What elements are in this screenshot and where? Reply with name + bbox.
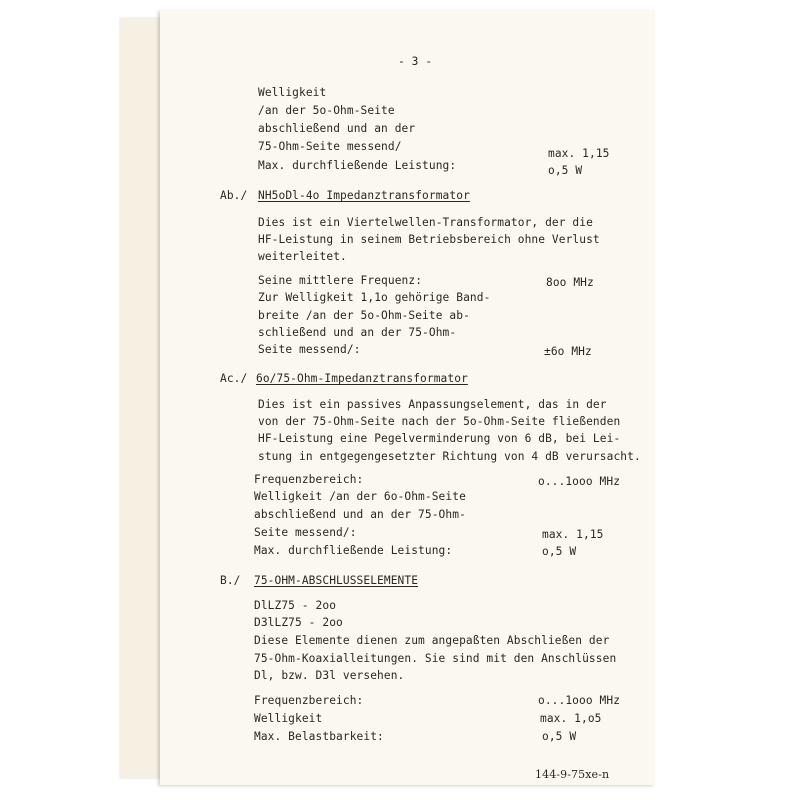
section-title: 6o/75-Ohm-Impedanztransformator (256, 372, 468, 385)
spec-line: Seite messend/: (254, 526, 357, 539)
spec-value: max. 1,15 (542, 528, 604, 541)
footer-code: 144-9-75xe-n (535, 768, 610, 781)
spec-value: o,5 W (542, 730, 577, 743)
spec-value: o...1ooo MHz (538, 475, 621, 488)
spec-line: Max. durchfließende Leistung: (254, 544, 453, 557)
intro-line: Welligkeit (258, 86, 327, 99)
section-label: Ac./ (220, 372, 248, 385)
description-line: Diese Elemente dienen zum angepaßten Abschließen der (254, 634, 610, 647)
spec-value: ±6o MHz (544, 345, 592, 358)
spec-line: Welligkeit (254, 712, 323, 725)
intro-value: o,5 W (548, 164, 583, 177)
description-line: HF-Leistung eine Pegelverminderung von 6 dB, bei Lei- (258, 432, 621, 445)
description-line: stung in entgegengesetzter Richtung von 4 dB verursacht. (258, 450, 641, 463)
intro-line: abschließend und an der (258, 122, 416, 135)
intro-value: max. 1,15 (548, 147, 610, 160)
intro-line: /an der 5o-Ohm-Seite (258, 104, 395, 117)
spec-value: 8oo MHz (546, 276, 594, 289)
type-line: D3lLZ75 - 2oo (254, 616, 343, 629)
type-line: DlLZ75 - 2oo (254, 599, 337, 612)
spec-line: abschließend und an der 75-Ohm- (254, 508, 466, 521)
spec-line: Welligkeit /an der 6o-Ohm-Seite (254, 490, 466, 503)
description-line: HF-Leistung in seinem Betriebsbereich ohne Verlust (258, 233, 600, 246)
spec-line: Seine mittlere Frequenz: (258, 274, 423, 287)
section-title: 75-OHM-ABSCHLUSSELEMENTE (254, 574, 419, 587)
section-label: Ab./ (220, 189, 248, 202)
spec-line: Max. Belastbarkeit: (254, 730, 384, 743)
intro-line: Max. durchfließende Leistung: (258, 159, 457, 172)
spec-line: Zur Welligkeit 1,1o gehörige Band- (258, 291, 491, 304)
spec-line: Frequenzbereich: (254, 473, 364, 486)
page-number: - 3 - (398, 55, 433, 68)
section-label: B./ (220, 574, 241, 587)
description-line: von der 75-Ohm-Seite nach der 5o-Ohm-Seite fließenden (258, 415, 621, 428)
description-line: Dies ist ein passives Anpassungselement, das in der (258, 398, 607, 411)
description-line: Dies ist ein Viertelwellen-Transformator, der die (258, 216, 593, 229)
description-line: Dl, bzw. D3l versehen. (254, 669, 405, 682)
spec-line: Frequenzbereich: (254, 694, 364, 707)
spec-line: schließend und an der 75-Ohm- (258, 326, 457, 339)
intro-line: 75-Ohm-Seite messend/ (258, 140, 402, 153)
section-title: NH5oDl-4o Impedanztransformator (258, 189, 470, 202)
spec-value: max. 1,o5 (540, 712, 602, 725)
spec-value: o,5 W (542, 545, 577, 558)
spec-line: Seite messend/: (258, 343, 361, 356)
description-line: 75-Ohm-Koaxialleitungen. Sie sind mit den Anschlüssen (254, 652, 617, 665)
spec-line: breite /an der 5o-Ohm-Seite ab- (258, 309, 470, 322)
spec-value: o...1ooo MHz (538, 694, 621, 707)
description-line: weiterleitet. (258, 250, 347, 263)
